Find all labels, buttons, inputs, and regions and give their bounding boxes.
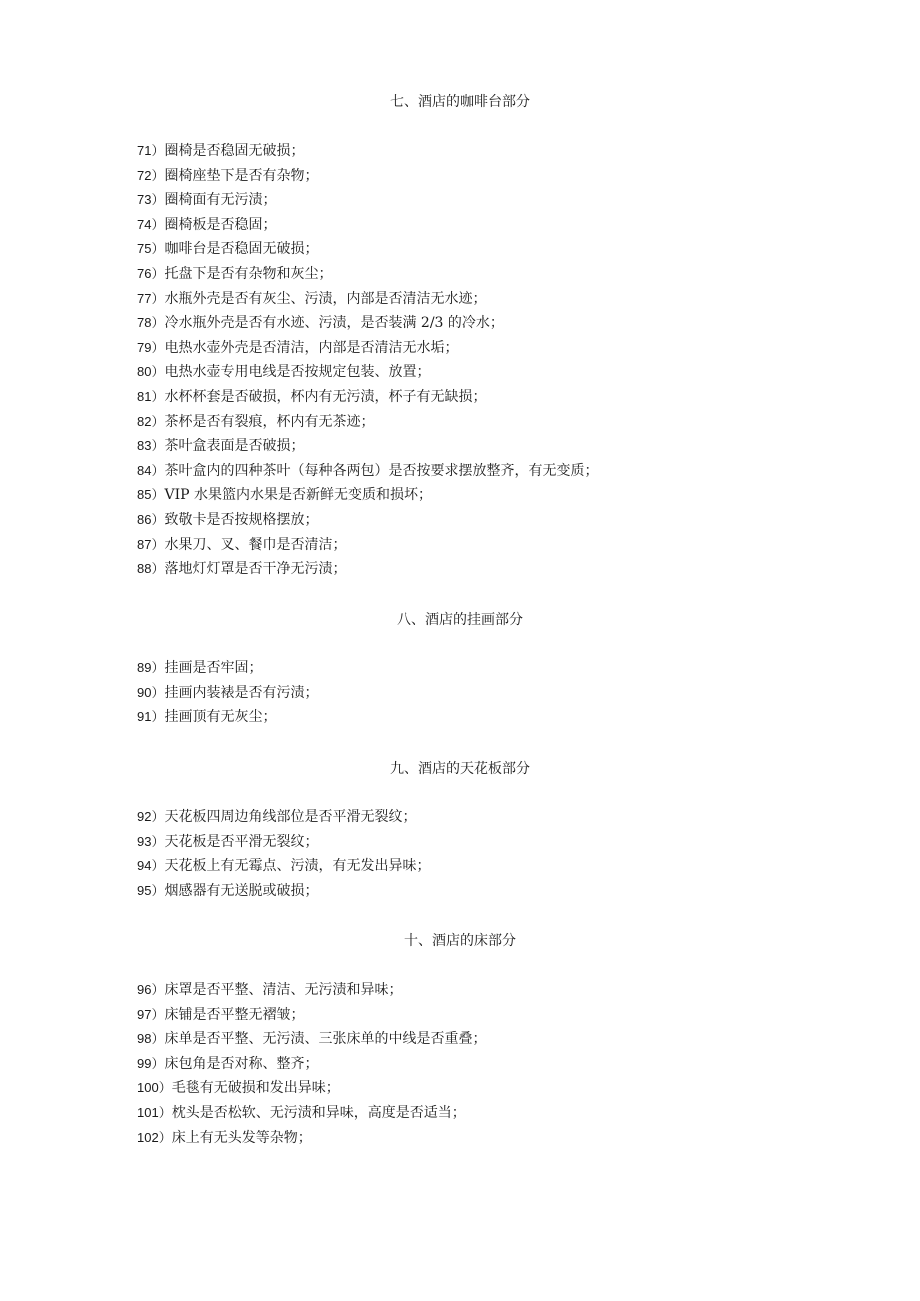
item-text: 冷水瓶外壳是否有水迹、污渍，是否装满 2/3 的冷水； [164, 315, 504, 332]
item-number: 84） [137, 462, 165, 478]
list-item [137, 287, 837, 312]
list-item [137, 705, 837, 730]
item-number: 88） [137, 561, 165, 577]
item-text: 天花板是否平滑无裂纹； [164, 833, 319, 850]
item-number: 78） [137, 315, 165, 331]
list-item [137, 410, 837, 435]
section-title-hanging-paintings: 八、酒店的挂画部分 [397, 612, 523, 628]
item-text: VIP 水果篮内水果是否新鲜无变质和损坏； [164, 487, 432, 504]
item-number: 100） [137, 1080, 172, 1096]
item-number: 74） [137, 216, 165, 232]
list-item [137, 459, 837, 484]
item-number: 75） [137, 241, 165, 257]
item-text: 床罩是否平整、清洁、无污渍和异味； [164, 982, 403, 998]
item-text: 圈椅是否稳固无破损； [164, 143, 305, 159]
item-number: 85） [137, 487, 165, 503]
list-item [137, 656, 837, 681]
item-text: 床铺是否平整无褶皱； [164, 1006, 305, 1023]
item-number: 72） [137, 167, 165, 183]
section-list-bed [137, 978, 837, 1150]
list-item [137, 557, 837, 582]
list-item [137, 164, 837, 189]
item-number: 76） [137, 265, 165, 281]
item-number: 96） [137, 982, 165, 997]
list-item [137, 188, 837, 213]
item-text: 圈椅座垫下是否有杂物； [164, 167, 319, 184]
item-text: 挂画顶有无灰尘； [164, 709, 277, 726]
item-number: 94） [137, 858, 165, 874]
item-text: 茶杯是否有裂痕，杯内有无茶迹； [164, 413, 375, 430]
list-item [137, 830, 837, 855]
item-number: 82） [137, 413, 165, 429]
item-text: 烟感器有无送脱或破损； [164, 882, 319, 899]
section-list-ceiling [137, 805, 837, 903]
item-text: 托盘下是否有杂物和灰尘； [164, 265, 333, 282]
section-title-ceiling: 九、酒店的天花板部分 [390, 761, 530, 777]
item-number: 89） [137, 660, 165, 675]
list-item [137, 854, 837, 879]
section-list-hanging-paintings [137, 656, 837, 730]
item-text: 天花板四周边角线部位是否平滑无裂纹； [164, 809, 417, 825]
list-item [137, 360, 837, 385]
list-item [137, 681, 837, 706]
list-item [137, 1126, 837, 1151]
list-item [137, 434, 837, 459]
item-text: 挂画是否牢固； [164, 660, 263, 676]
item-text: 毛毯有无破损和发出异味； [171, 1080, 340, 1097]
item-number: 95） [137, 882, 165, 898]
item-text: 床包角是否对称、整齐； [164, 1055, 319, 1072]
item-number: 91） [137, 709, 165, 725]
item-number: 80） [137, 364, 165, 380]
list-item [137, 336, 837, 361]
item-text: 圈椅面有无污渍； [164, 192, 277, 209]
list-item [137, 1101, 837, 1126]
item-number: 92） [137, 809, 165, 824]
item-number: 79） [137, 339, 165, 355]
section-list-coffee-table [137, 139, 837, 582]
item-text: 落地灯灯罩是否干净无污渍； [164, 561, 347, 578]
list-item [137, 978, 837, 1003]
item-text: 水杯杯套是否破损，杯内有无污渍，杯子有无缺损； [164, 388, 487, 405]
item-number: 83） [137, 438, 165, 454]
item-number: 98） [137, 1031, 165, 1047]
item-text: 圈椅板是否稳固； [164, 216, 277, 233]
item-text: 致敬卡是否按规格摆放； [164, 511, 319, 528]
list-item [137, 879, 837, 904]
list-item [137, 311, 837, 336]
item-number: 86） [137, 511, 165, 527]
item-number: 97） [137, 1006, 165, 1022]
item-number: 93） [137, 833, 165, 849]
item-text: 茶叶盒内的四种茶叶（每种各两包）是否按要求摆放整齐，有无变质； [164, 462, 599, 479]
section-title-bed: 十、酒店的床部分 [404, 933, 516, 949]
list-item [137, 262, 837, 287]
list-item [137, 237, 837, 262]
list-item [137, 1076, 837, 1101]
item-text: 枕头是否松软、无污渍和异味，高度是否适当； [171, 1104, 466, 1121]
item-number: 90） [137, 684, 165, 700]
item-text: 床单是否平整、无污渍、三张床单的中线是否重叠； [164, 1031, 487, 1048]
item-text: 挂画内装裱是否有污渍； [164, 684, 319, 701]
list-item [137, 533, 837, 558]
item-text: 天花板上有无霉点、污渍，有无发出异味； [164, 858, 431, 875]
item-number: 77） [137, 290, 165, 306]
item-text: 电热水壶外壳是否清洁，内部是否清洁无水垢； [164, 339, 459, 356]
item-number: 71） [137, 143, 165, 158]
list-item [137, 385, 837, 410]
item-text: 电热水壶专用电线是否按规定包装、放置； [164, 364, 431, 381]
list-item [137, 483, 837, 508]
list-item [137, 213, 837, 238]
list-item [137, 1027, 837, 1052]
list-item [137, 508, 837, 533]
item-text: 茶叶盒表面是否破损； [164, 438, 305, 455]
list-item [137, 805, 837, 830]
item-text: 床上有无头发等杂物； [171, 1129, 312, 1146]
item-text: 水果刀、叉、餐巾是否清洁； [164, 536, 347, 553]
section-title-coffee-table: 七、酒店的咖啡台部分 [390, 94, 530, 110]
list-item [137, 139, 837, 164]
item-number: 81） [137, 388, 165, 404]
item-number: 99） [137, 1055, 165, 1071]
item-number: 101） [137, 1104, 172, 1120]
item-number: 87） [137, 536, 165, 552]
item-text: 咖啡台是否稳固无破损； [164, 241, 319, 258]
item-number: 102） [137, 1129, 172, 1145]
list-item [137, 1052, 837, 1077]
item-text: 水瓶外壳是否有灰尘、污渍，内部是否清洁无水迹； [164, 290, 487, 307]
list-item [137, 1003, 837, 1028]
item-number: 73） [137, 192, 165, 208]
